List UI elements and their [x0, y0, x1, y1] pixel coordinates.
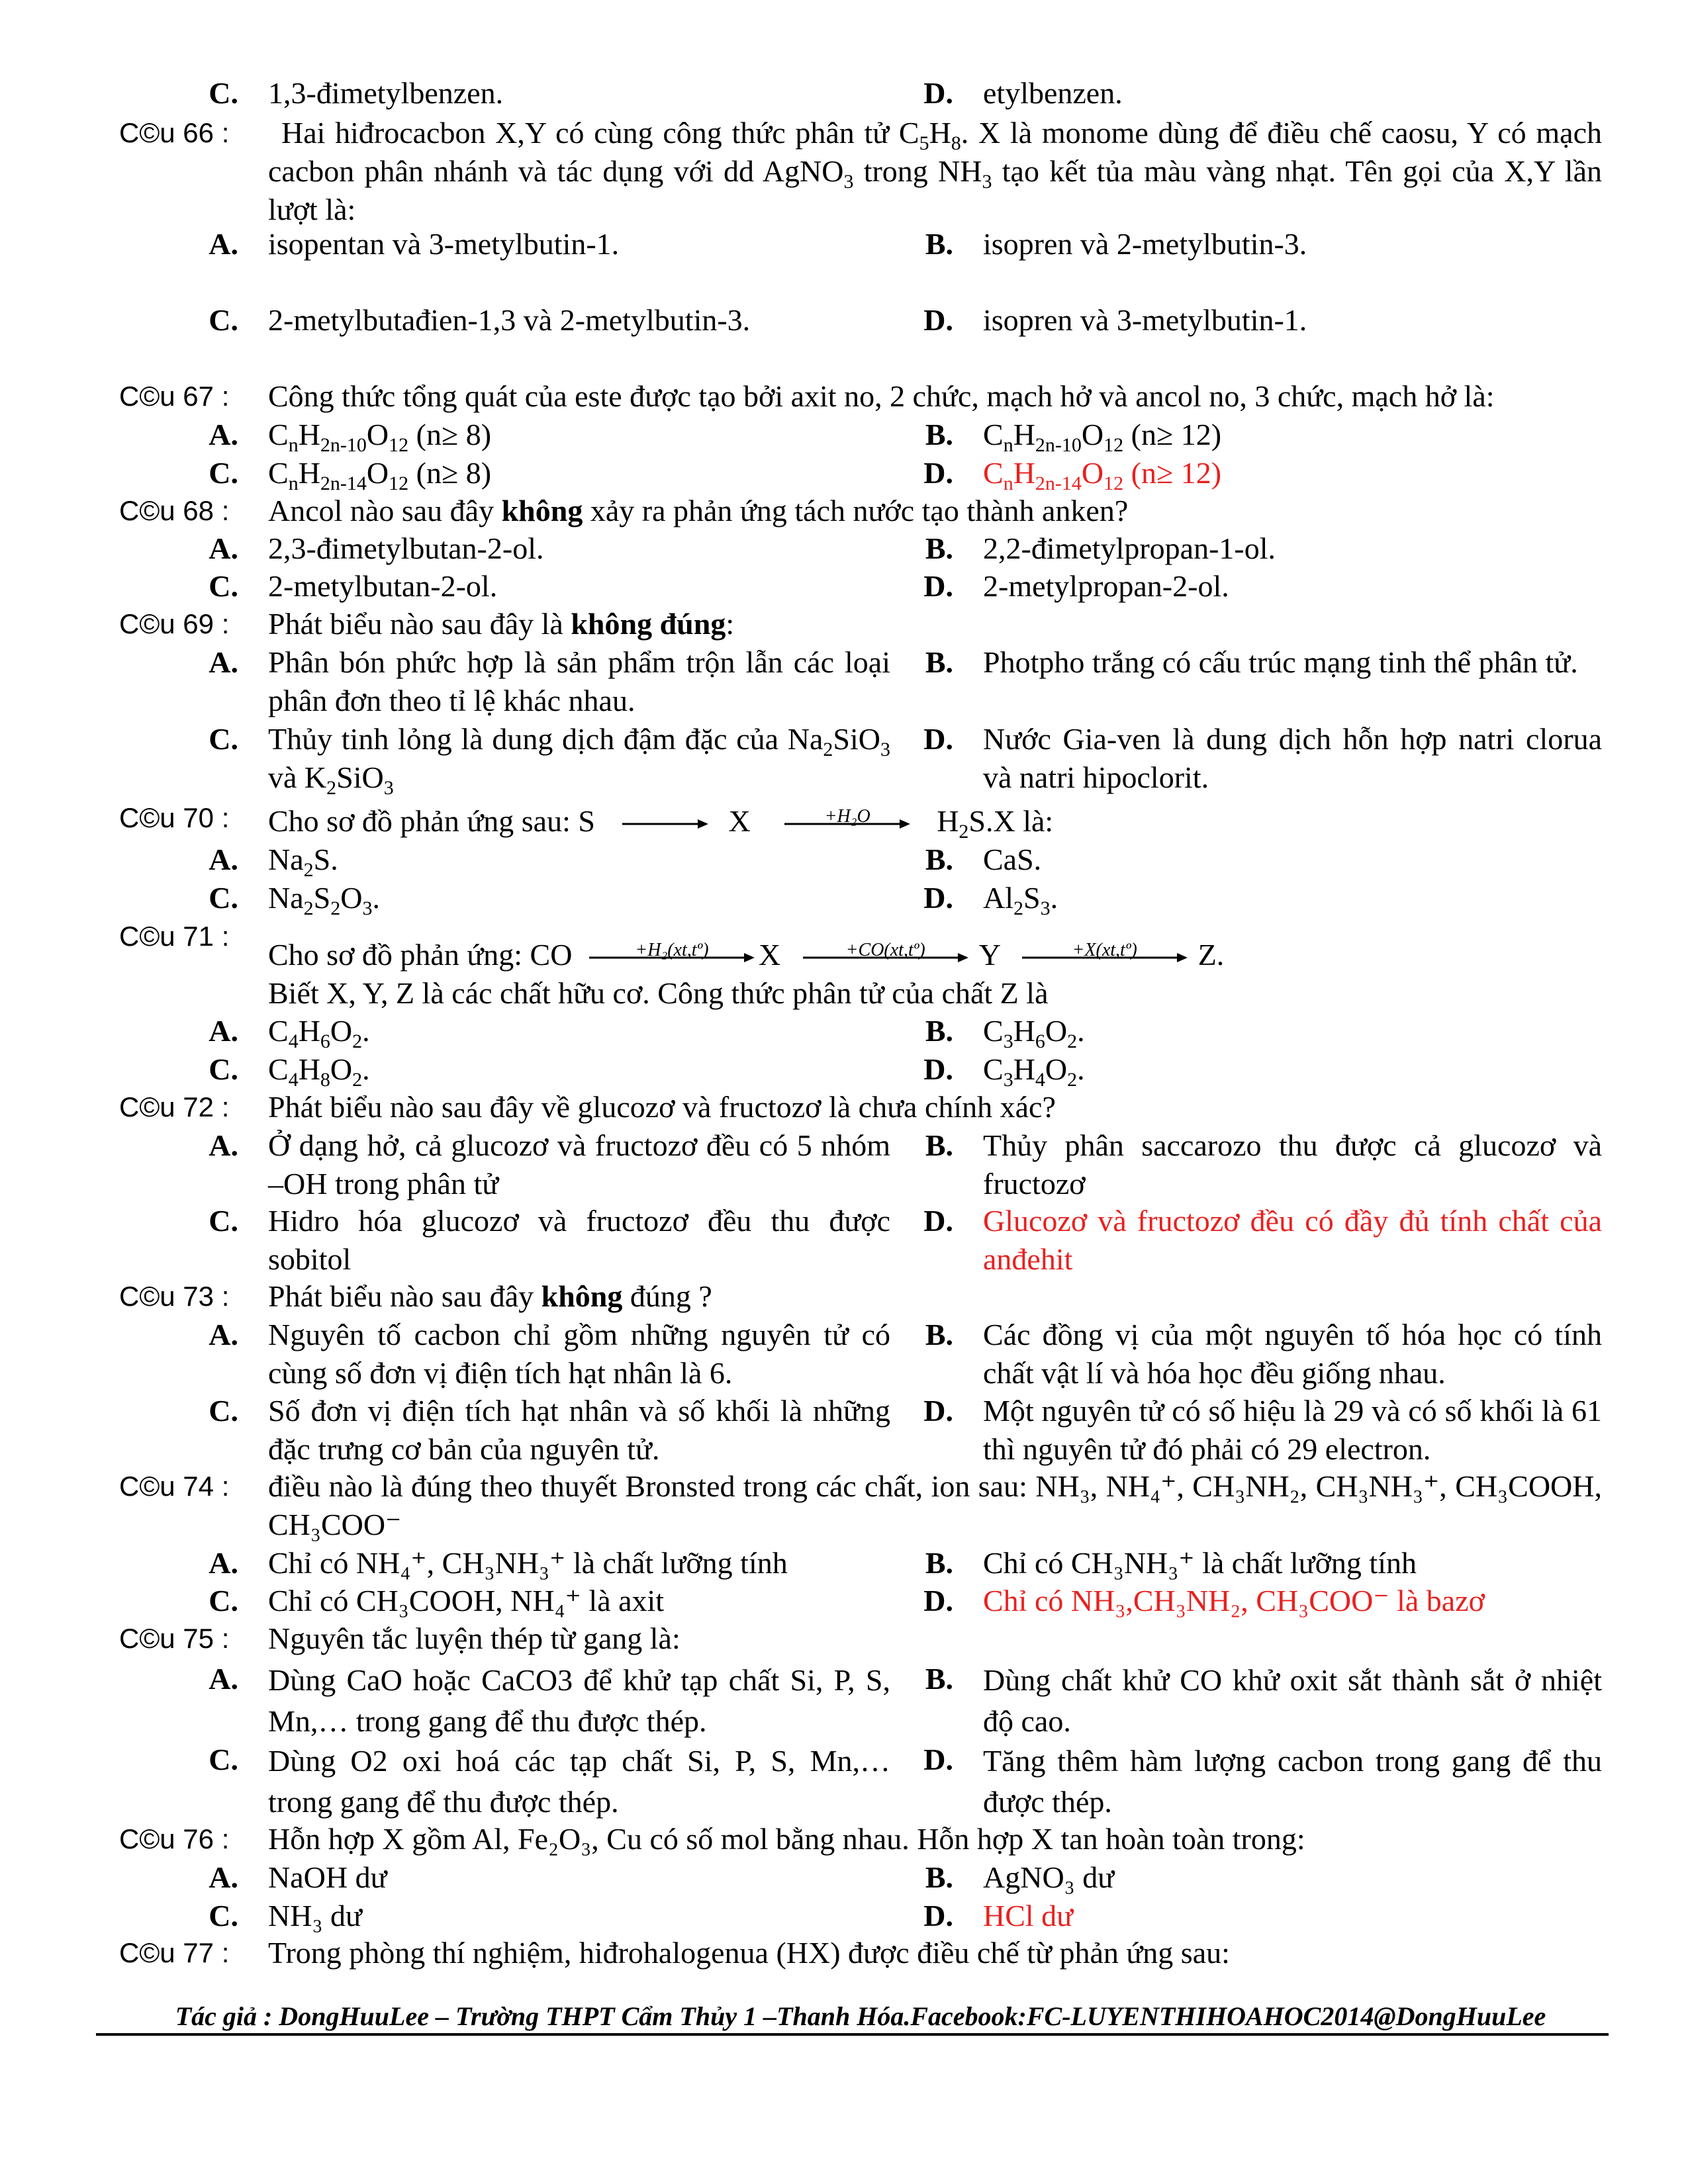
q73-option-b: Các đồng vị của một nguyên tố hóa học có tính chất vật lí và hóa học đều giống nhau.: [983, 1318, 1602, 1390]
q75-option-d: Tăng thêm hàm lượng cacbon trong gang để thu được thép.: [983, 1744, 1602, 1819]
option-letter-b: B.: [925, 645, 953, 679]
q73-option-d: Một nguyên tử có số hiệu là 29 và có số khối là 61 thì nguyên tử đó phải có 29 electron.: [983, 1394, 1602, 1466]
q74-option-c: Chỉ có CH₃COOH, NH₄⁺ là axit: [268, 1584, 665, 1617]
q72-option-d-correct: Glucozơ và fructozơ đều có đầy đủ tính chất của anđehit: [983, 1204, 1602, 1276]
question-72-stem: Phát biểu nào sau đây về glucozơ và fructozơ là chưa chính xác?: [268, 1090, 1056, 1124]
question-68-stem: Ancol nào sau đây không xảy ra phản ứng tách nước tạo thành anken?: [268, 494, 1129, 527]
question-71-stem: Cho sơ đồ phản ứng: CO +H₂(xt,tº) X +CO(xt,tº) Y +X(xt,tº) Z.: [268, 938, 1225, 972]
option-letter-d: D.: [923, 1394, 953, 1428]
question-73-stem: Phát biểu nào sau đây không đúng ?: [268, 1279, 712, 1313]
q71-option-a: $C_4H_6O_2$.: [268, 1014, 370, 1053]
option-letter-a: A.: [209, 645, 238, 679]
option-letter-b: B.: [925, 1546, 953, 1580]
option-letter-d: D.: [923, 1052, 953, 1086]
option-letter-a: A.: [209, 1860, 238, 1894]
q68-option-a: 2,3-đimetylbutan-2-ol.: [268, 531, 544, 565]
question-74-stem: điều nào là đúng theo thuyết Bronsted trong các chất, ion sau: NH₃, NH₄⁺, CH₃NH₂, CH₃NH₃⁺, CH₃COOH, CH₃COO⁻: [268, 1469, 1602, 1541]
reaction-arrow-water: +H₂O: [784, 817, 910, 831]
q68-option-d: 2-metylpropan-2-ol.: [983, 569, 1229, 603]
option-letter-c: C.: [209, 1204, 238, 1238]
question-71-stem-2: Biết X, Y, Z là các chất hữu cơ. Công thức phân tử của chất Z là: [268, 976, 1049, 1010]
q71-option-b: $C_3H_6O_2$.: [983, 1014, 1085, 1053]
question-72-label: C©u 72 :: [119, 1091, 230, 1122]
option-letter-b: B.: [925, 1128, 953, 1162]
option-letter-c: C.: [209, 569, 238, 603]
option-letter-c: C.: [209, 1743, 238, 1776]
question-74-label: C©u 74 :: [119, 1471, 230, 1502]
option-letter-b: B.: [925, 1318, 953, 1351]
q70-option-b: CaS.: [983, 842, 1042, 876]
q75-option-a: Dùng CaO hoặc CaCO3 để khử tạp chất Si, P, S, Mn,… trong gang để thu được thép.: [268, 1663, 890, 1738]
option-c-text: 1,3-đimetylbenzen.: [268, 76, 504, 110]
option-letter-a: A.: [209, 1128, 238, 1162]
option-letter-a: A.: [209, 531, 238, 565]
q67-option-a: $C_nH_{2n-10}O_{12}$ (n≥ 8): [268, 418, 492, 457]
q66-option-a: isopentan và 3-metylbutin-1.: [268, 227, 620, 261]
question-68-label: C©u 68 :: [119, 495, 230, 526]
question-75-label: C©u 75 :: [119, 1623, 230, 1654]
q72-option-b: Thủy phân saccarozo thu được cả glucozơ và fructozơ: [983, 1128, 1602, 1201]
q74-option-d-correct: Chỉ có NH₃,CH₃NH₂, CH₃COO⁻ là bazơ: [983, 1584, 1485, 1617]
option-letter-d: D.: [923, 1584, 953, 1617]
q68-option-c: 2-metylbutan-2-ol.: [268, 569, 498, 603]
option-letter-d: D.: [923, 1743, 953, 1776]
question-67-stem: Công thức tổng quát của este được tạo bởi axit no, 2 chức, mạch hở và ancol no, 3 chức, mạch hở là:: [268, 379, 1495, 413]
question-75-stem: Nguyên tắc luyện thép từ gang là:: [268, 1621, 680, 1655]
option-letter-c: C.: [209, 1584, 238, 1617]
option-letter-d: D.: [923, 881, 953, 915]
option-letter-b: B.: [925, 842, 953, 876]
q72-option-a: Ở dạng hở, cả glucozơ và fructozơ đều có 5 nhóm –OH trong phân tử: [268, 1128, 890, 1201]
question-69-stem: Phát biểu nào sau đây là không đúng:: [268, 607, 735, 641]
option-letter-a: A.: [209, 1014, 238, 1048]
q69-option-a: Phân bón phức hợp là sản phẩm trộn lẫn các loại phân đơn theo tỉ lệ khác nhau.: [268, 645, 890, 717]
q67-option-c: $C_nH_{2n-14}O_{12}$ (n≥ 8): [268, 456, 492, 495]
reaction-arrow-x: +X(xt,tº): [1022, 951, 1188, 964]
reaction-arrow-h2: +H₂(xt,tº): [589, 951, 755, 964]
option-letter-b: B.: [925, 418, 953, 451]
question-76-stem: Hỗn hợp X gồm Al, Fe₂O₃, Cu có số mol bằng nhau. Hỗn hợp X tan hoàn toàn trong:: [268, 1822, 1305, 1856]
q69-option-d: Nước Gia-ven là dung dịch hỗn hợp natri clorua và natri hipoclorit.: [983, 722, 1602, 794]
q71-option-c: $C_4H_8O_2$.: [268, 1052, 370, 1091]
page-footer-author: Tác giả : DongHuuLee – Trường THPT Cẩm Thủy 1 –Thanh Hóa.Facebook:FC-LUYENTHIHOAHOC2014@DongHuuLee: [175, 2001, 1546, 2031]
q73-option-a: Nguyên tố cacbon chỉ gồm những nguyên tử có cùng số đơn vị điện tích hạt nhân là 6.: [268, 1318, 890, 1390]
q70-option-c: $Na_2S_2O_3$.: [268, 881, 380, 920]
option-letter-c: C.: [209, 1052, 238, 1086]
q76-option-a: NaOH dư: [268, 1860, 387, 1894]
option-letter-d: D.: [923, 303, 953, 337]
q67-option-b: $C_nH_{2n-10}O_{12}$ (n≥ 12): [983, 418, 1222, 457]
option-letter-a: A.: [209, 227, 238, 261]
question-67-label: C©u 67 :: [119, 381, 230, 412]
option-letter-b: B.: [925, 531, 953, 565]
option-letter-a: A.: [209, 1318, 238, 1351]
option-letter-d: D.: [923, 1204, 953, 1238]
reaction-arrow: [622, 817, 708, 831]
footer-divider: [96, 2033, 1609, 2036]
option-letter-c: C.: [209, 1899, 238, 1933]
question-66-label: C©u 66 :: [119, 117, 230, 148]
question-69-label: C©u 69 :: [119, 608, 230, 639]
q72-option-c: Hidro hóa glucozơ và fructozơ đều thu được sobitol: [268, 1204, 890, 1276]
question-66-stem: Hai hiđrocacbon X,Y có cùng công thức phân tử $C_5H_8$. X là monome dùng để điều chế caosu, Y có mạch cacbon phân nhánh và tác dụng với dd AgNO$_3$ trong $NH_3$ tạo kết tủa màu vàng nhạt. Tên gọi của X,Y lần lượt là:: [268, 116, 1602, 226]
option-letter-d: D.: [923, 1899, 953, 1933]
option-letter-c: C.: [209, 722, 238, 756]
q75-option-c: Dùng O2 oxi hoá các tạp chất Si, P, S, Mn,… trong gang để thu được thép.: [268, 1744, 890, 1819]
question-70-stem: Cho sơ đồ phản ứng sau: S X +H₂O $H_2S.X$ là:: [268, 804, 1054, 843]
q76-option-b: AgNO₃ dư: [983, 1860, 1115, 1894]
reaction-arrow-co: +CO(xt,tº): [803, 951, 968, 964]
q70-option-d: $Al_2S_3$.: [983, 881, 1058, 920]
q67-option-d-correct: $C_nH_{2n-14}O_{12}$ (n≥ 12): [983, 456, 1222, 495]
q69-option-c: Thủy tinh lỏng là dung dịch đậm đặc của $Na_2SiO_3$ và $K_2SiO_3$: [268, 722, 890, 799]
option-letter-b: B.: [925, 227, 953, 261]
option-letter-d: D.: [923, 76, 953, 110]
q69-option-b: Photpho trắng có cấu trúc mạng tinh thể phân tử.: [983, 645, 1578, 679]
q75-option-b: Dùng chất khử CO khử oxit sắt thành sắt ở nhiệt độ cao.: [983, 1663, 1602, 1738]
q73-option-c: Số đơn vị điện tích hạt nhân và số khối là những đặc trưng cơ bản của nguyên tử.: [268, 1394, 890, 1466]
q66-option-d: isopren và 3-metylbutin-1.: [983, 303, 1307, 337]
option-d-text: etylbenzen.: [983, 76, 1123, 110]
question-71-label: C©u 71 :: [119, 921, 230, 952]
question-77-stem: Trong phòng thí nghiệm, hiđrohalogenua (HX) được điều chế từ phản ứng sau:: [268, 1936, 1230, 1970]
option-letter-a: A.: [209, 842, 238, 876]
option-letter-d: D.: [923, 569, 953, 603]
option-letter-c: C.: [209, 76, 238, 110]
q70-option-a: $Na_2S$.: [268, 842, 338, 882]
option-letter-d: D.: [923, 722, 953, 756]
question-77-label: C©u 77 :: [119, 1937, 230, 1968]
option-letter-a: A.: [209, 418, 238, 451]
option-letter-a: A.: [209, 1546, 238, 1580]
q76-option-d-correct: HCl dư: [983, 1899, 1074, 1933]
question-76-label: C©u 76 :: [119, 1823, 230, 1854]
option-letter-c: C.: [209, 881, 238, 915]
q66-option-c: 2-metylbutađien-1,3 và 2-metylbutin-3.: [268, 303, 751, 337]
option-letter-d: D.: [923, 456, 953, 490]
q71-option-d: $C_3H_4O_2$.: [983, 1052, 1085, 1091]
option-letter-c: C.: [209, 456, 238, 490]
option-letter-a: A.: [209, 1662, 238, 1696]
q74-option-b: Chỉ có CH₃NH₃⁺ là chất lưỡng tính: [983, 1546, 1417, 1580]
q66-option-b: isopren và 2-metylbutin-3.: [983, 227, 1307, 261]
q68-option-b: 2,2-đimetylpropan-1-ol.: [983, 531, 1276, 565]
option-letter-b: B.: [925, 1662, 953, 1696]
option-letter-c: C.: [209, 1394, 238, 1428]
question-70-label: C©u 70 :: [119, 802, 230, 833]
question-73-label: C©u 73 :: [119, 1281, 230, 1312]
option-letter-b: B.: [925, 1014, 953, 1048]
option-letter-c: C.: [209, 303, 238, 337]
option-letter-b: B.: [925, 1860, 953, 1894]
q74-option-a: Chỉ có NH₄⁺, CH₃NH₃⁺ là chất lưỡng tính: [268, 1546, 788, 1580]
q76-option-c: NH₃ dư: [268, 1899, 362, 1933]
